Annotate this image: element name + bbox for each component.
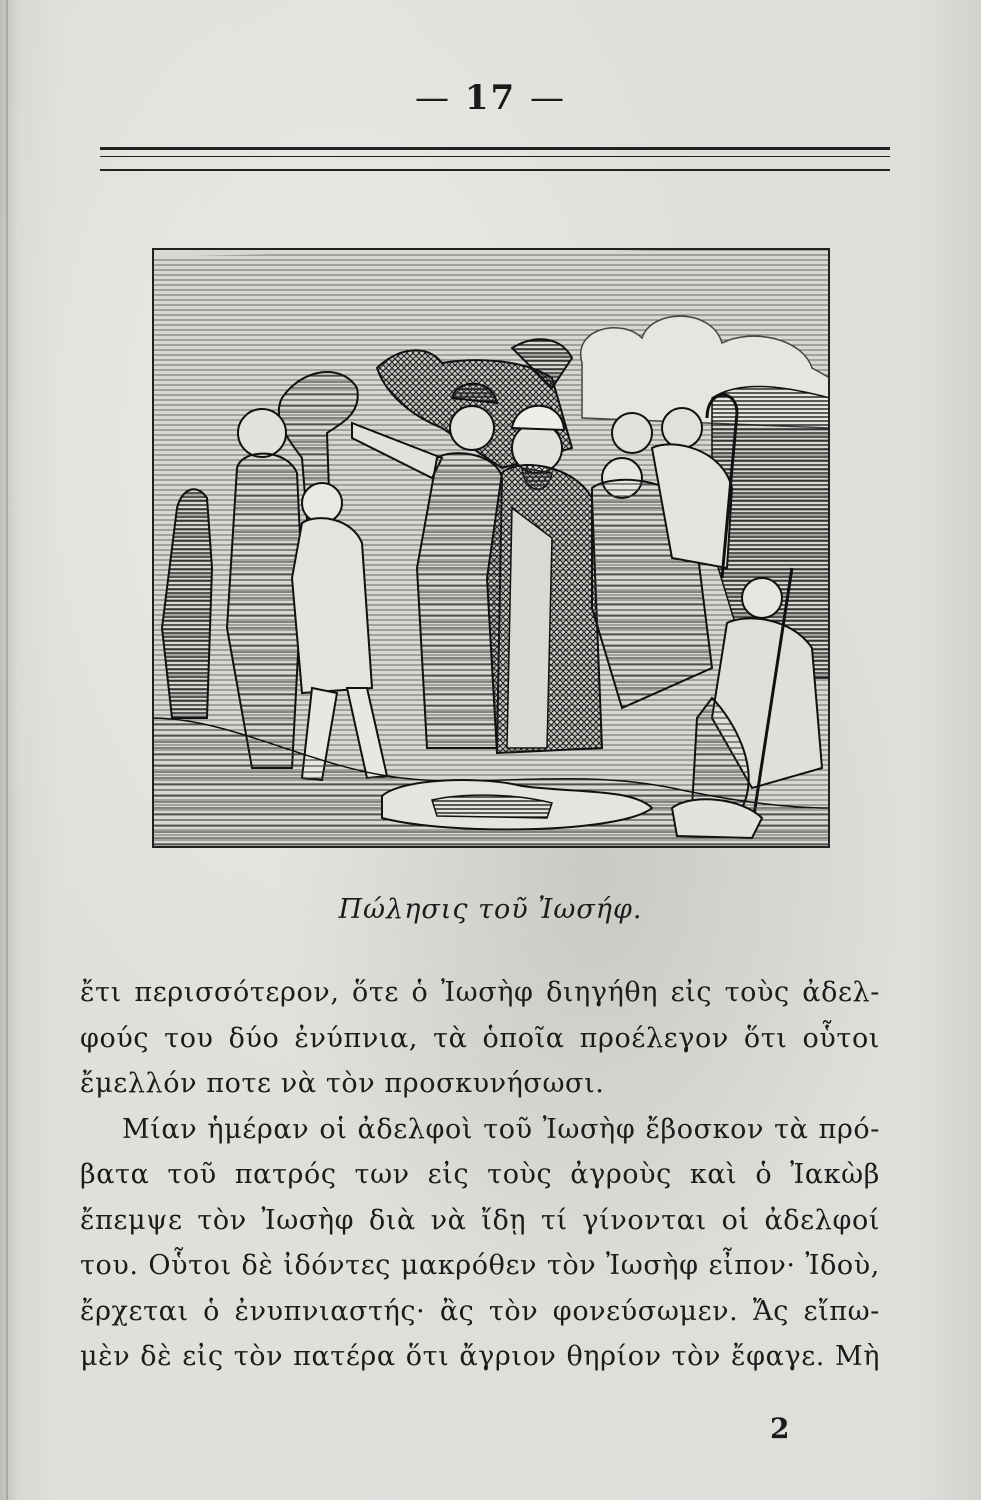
page-header bbox=[0, 78, 981, 118]
engraving-svg bbox=[152, 248, 830, 848]
text-line: βατα τοῦ πατρός των εἰς τοὺς ἀγροὺς καὶ ὁ Ἰακὼβ bbox=[80, 1159, 880, 1190]
text-line: ἔμελλόν ποτε νὰ τὸν προσκυνήσωσι. bbox=[80, 1068, 605, 1099]
header-dash-right: — bbox=[530, 78, 566, 118]
text-line: φούς του δύο ἐνύπνια, τὰ ὁποῖα προέλεγον ὅτι οὗτοι bbox=[80, 1022, 880, 1054]
engraving-illustration bbox=[152, 248, 830, 848]
text-line: ἔτι περισσότερον, ὅτε ὁ Ἰωσὴφ διηγήθη εἰς τοὺς ἀδελ- bbox=[80, 977, 880, 1008]
text-line: ἔρχεται ὁ ἐνυπνιαστής· ἂς τὸν φονεύσωμεν. Ἄς εἴπω- bbox=[80, 1295, 880, 1327]
text-line: μὲν δὲ εἰς τὸν πατέρα ὅτι ἄγριον θηρίον τὸν ἔφαγε. Μὴ bbox=[80, 1341, 880, 1372]
header-rule-lower bbox=[100, 169, 890, 171]
text-line: ἔπεμψε τὸν Ἰωσὴφ διὰ νὰ ἴδῃ τί γίνονται οἱ ἀδελφοί bbox=[80, 1204, 880, 1236]
illustration-caption: Πώλησις τοῦ Ἰωσήφ. bbox=[338, 894, 643, 925]
header-rule-thin bbox=[100, 156, 890, 157]
page-number: 17 bbox=[464, 78, 517, 118]
header-rule-thick bbox=[100, 147, 890, 150]
text-line: του. Οὗτοι δὲ ἰδόντες μακρόθεν τὸν Ἰωσὴφ εἶπον· Ἰδοὺ, bbox=[80, 1250, 880, 1281]
body-text bbox=[80, 970, 880, 1380]
page-edge-shadow bbox=[6, 0, 8, 1500]
header-dash-left: — bbox=[414, 78, 451, 118]
signature-mark: 2 bbox=[770, 1412, 790, 1445]
text-line: Μίαν ἡμέραν οἱ ἀδελφοὶ τοῦ Ἰωσὴφ ἔβοσκον τὰ πρό- bbox=[122, 1113, 880, 1145]
